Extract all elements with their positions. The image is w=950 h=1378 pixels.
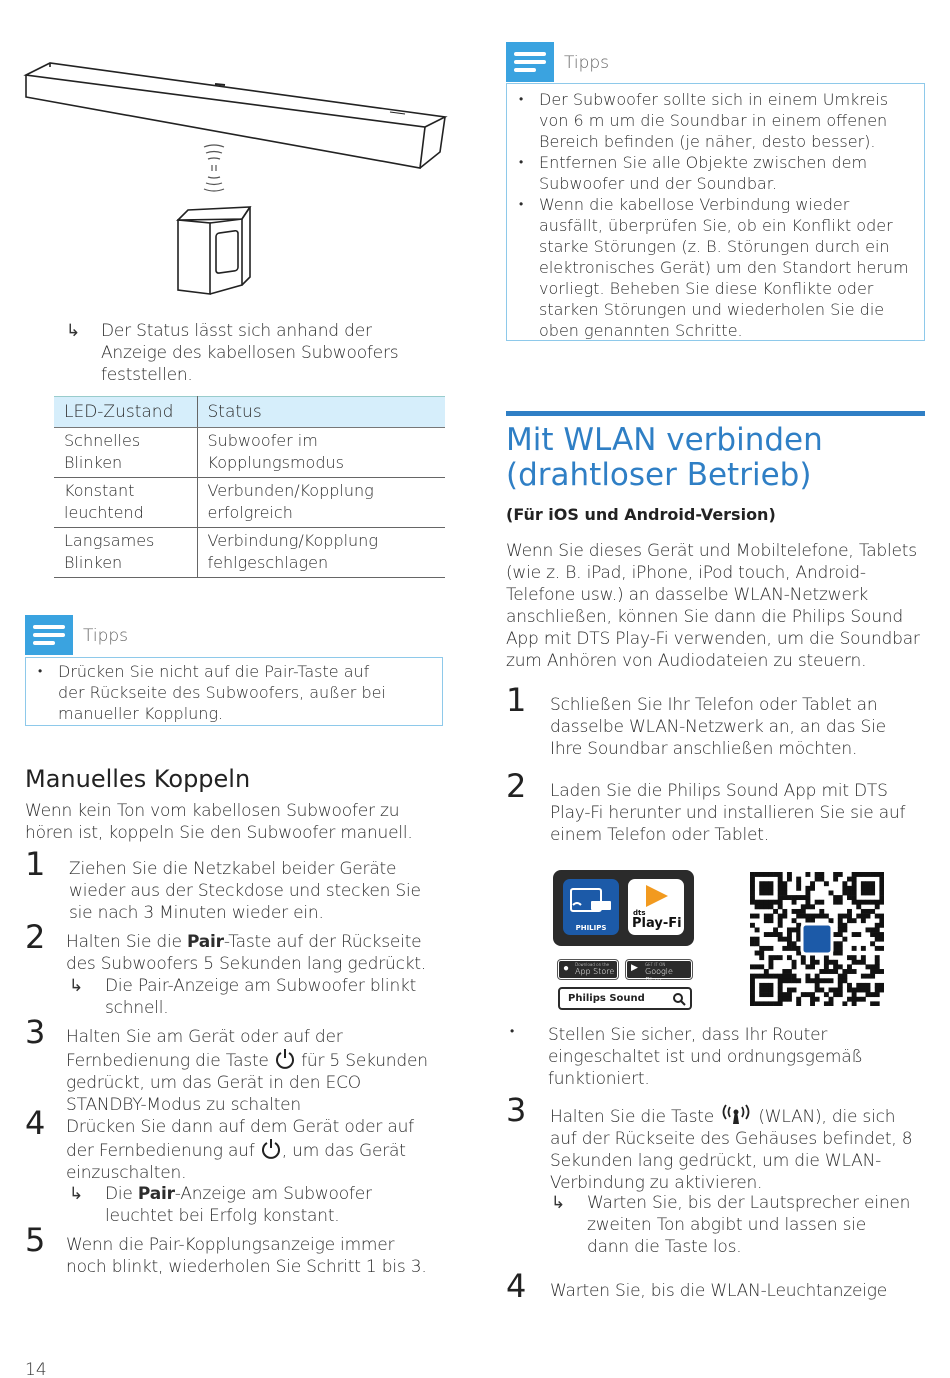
note-text: Stellen Sie sicher, dass Ihr Router eingeschaltet ist und ordnungsgemäß funktioniert. [548,1025,863,1089]
step-number: 3 [25,1013,46,1051]
step-number: 1 [506,681,527,719]
step-text: Warten Sie, bis die WLAN-Leuchtanzeige [550,1281,888,1301]
soundbar-subwoofer-illustration [20,55,450,300]
playfi-app-icon[interactable] [628,879,684,935]
section-title: Manuelles Koppeln [25,765,251,793]
section-divider [506,411,925,416]
tips-label: Tipps [83,626,129,646]
app-search-bar[interactable] [558,987,692,1010]
page-title: Mit WLAN verbinden (drahtloser Betrieb) [506,422,823,493]
philips-label: PHILIPS [575,924,607,932]
power-icon [260,1138,282,1160]
dts-label: dts [633,909,646,917]
soundbar-front [26,75,425,168]
step-result: Die Pair-Anzeige am Subwoofer blinkt schnell. [105,976,417,1018]
qr-logo [802,924,832,954]
subtitle: (Für iOS und Android-Version) [506,505,776,524]
step-number: 3 [506,1091,527,1129]
philips-sound-app-icon[interactable] [563,879,619,935]
step-text: Wenn die Pair-Kopplungsanzeige immer noch blinkt, wiederholen Sie Schritt 1 bis 3. [66,1235,427,1277]
apple-icon: ● [563,963,570,974]
step-text: Schließen Sie Ihr Telefon oder Tablet an dasselbe WLAN-Netzwerk an, an das Sie Ihre Soundbar anschließen möchten. [550,695,886,759]
step-number: 5 [25,1221,46,1259]
step-number: 2 [25,918,46,956]
step-result: Warten Sie, bis der Lautsprecher einen zweiten Ton abgibt und lassen sie dann die Taste los. [587,1193,911,1257]
result-arrow-icon: ↳ [66,321,81,341]
table-row [54,478,445,528]
search-text: Philips Sound [568,993,645,1004]
led-status-table [54,396,445,578]
power-icon [274,1048,296,1070]
table-cell: Langsames Blinken [54,528,197,578]
result-arrow-icon: ↳ [69,1184,84,1204]
qr-code[interactable] [750,872,884,1006]
subwoofer-illustration [178,207,250,294]
result-arrow-icon: ↳ [551,1193,566,1213]
table-header: LED-Zustand [54,397,197,428]
google-play-icon: ▶ [631,963,638,973]
table-cell: Subwoofer im Kopplungsmodus [197,428,445,478]
step-text: Halten Sie die Taste (WLAN), die sich auf der Rückseite des Gehäuses befindet, 8 Sekunden lang gedrückt, um die WLAN- Verbindung zu aktivieren. [550,1104,935,1194]
tips-item: • Drücken Sie nicht auf die Pair-Taste auf der Rückseite des Subwoofers, außer bei manueller Kopplung. [26,661,442,724]
tips-item: • Wenn die kabellose Verbindung wieder ausfällt, überprüfen Sie, ob ein Konflikt oder starke Störungen (z. B. Störungen durch ein elektronisches Gerät) um den Standort herum vorliegt. Beheben Sie diese Konflikte oder starken Störungen und wiederholen Sie die oben genannten Schritte. [507,194,924,341]
tips-box [506,83,925,341]
step-text: Drücken Sie dann auf dem Gerät oder auf der Fernbedienung auf , um das Gerät einzuschalten. [66,1117,414,1183]
step-number: 1 [25,845,46,883]
soundbar-top [26,63,445,127]
tips-icon [25,615,73,655]
section-intro: Wenn Sie dieses Gerät und Mobiltelefone, Tablets (wie z. B. iPad, iPhone, iPod touch, Android- Telefone usw.) an dasselbe WLAN-Netzwerk anschließen, können Sie dann die Philips Sound App mit DTS Play-Fi verwenden, um die Soundbar zum Anhören von Audiodateien zu steuern. [506,541,920,671]
tips-item: • Entfernen Sie alle Objekte zwischen dem Subwoofer und der Soundbar. [507,152,924,194]
search-icon [672,992,686,1006]
tips-item: • Der Subwoofer sollte sich in einem Umkreis von 6 m um die Soundbar in einem offenen Bereich befinden (je näher, desto besser). [507,89,924,152]
table-header: Status [197,397,445,428]
table-header-row [54,397,445,428]
step-number: 4 [25,1104,46,1142]
playfi-label: Play-Fi [632,916,682,931]
table-row [54,528,445,578]
tips-label: Tipps [564,53,610,73]
wifi-icon [719,1104,753,1126]
table-cell: Verbindung/Kopplung fehlgeschlagen [197,528,445,578]
step-text: Halten Sie am Gerät oder auf der Fernbedienung die Taste für 5 Sekunden gedrückt, um das Gerät in den ECO STANDBY-Modus zu schalten [66,1027,428,1115]
page-number: 14 [25,1360,47,1378]
section-intro: Wenn kein Ton vom kabellosen Subwoofer zu hören ist, koppeln Sie den Subwoofer manuell. [25,801,413,843]
result-arrow-icon: ↳ [69,976,84,996]
step-text: Laden Sie die Philips Sound App mit DTS Play-Fi herunter und installieren Sie sie auf einem Telefon oder Tablet. [550,781,906,845]
table-row [54,428,445,478]
table-cell: Verbunden/Kopplung erfolgreich [197,478,445,528]
step-text: Halten Sie die Pair-Taste auf der Rückseite des Subwoofers 5 Sekunden lang gedrückt. [66,932,427,974]
step-number: 2 [506,767,527,805]
tips-icon [506,42,554,82]
wireless-signal-icon [204,145,224,191]
step-result: Die Pair-Anzeige am Subwoofer leuchtet bei Erfolg konstant. [105,1184,372,1226]
google-play-badge[interactable]: ▶ GET IT ON Google Play [626,960,692,979]
play-icon [642,883,672,909]
table-cell: Konstant leuchtend [54,478,197,528]
app-store-badge[interactable]: ● Download on the App Store [558,960,618,979]
speaker-icon [563,879,619,923]
step-number: 4 [506,1267,527,1305]
step-text: Ziehen Sie die Netzkabel beider Geräte wieder aus der Steckdose und stecken Sie sie nach 3 Minuten wieder ein. [69,859,421,923]
table-cell: Schnelles Blinken [54,428,197,478]
tips-box [25,657,443,726]
bullet-icon: • [510,1024,515,1038]
status-note: Der Status lässt sich anhand der Anzeige des kabellosen Subwoofers feststellen. [101,321,399,385]
